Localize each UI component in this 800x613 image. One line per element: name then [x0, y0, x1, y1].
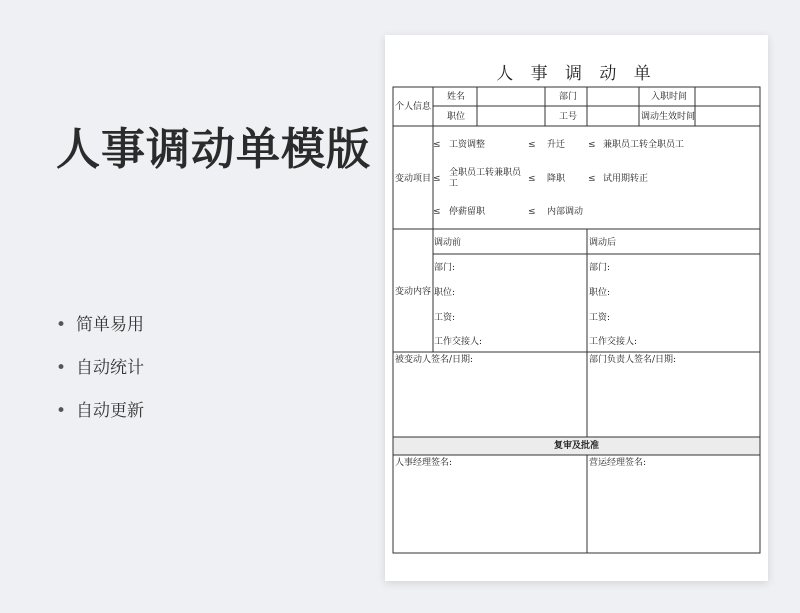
ops-manager-signature-label: 营运经理签名: [589, 458, 647, 468]
before-salary: 工资: [434, 313, 456, 323]
hr-manager-signature-area[interactable] [394, 471, 586, 552]
feature-item [56, 312, 144, 355]
employee-no-label: 工号 [559, 112, 578, 122]
change-content-section-label: 变动内容 [395, 287, 432, 297]
hire-date-value[interactable] [696, 88, 759, 105]
position-label: 职位 [447, 112, 466, 122]
checkbox-icon[interactable]: ≤ [588, 140, 596, 150]
after-salary: 工资: [589, 313, 611, 323]
before-dept: 部门: [434, 263, 456, 273]
feature-list [56, 312, 144, 441]
after-dept: 部门: [589, 263, 611, 273]
checkbox-icon[interactable]: ≤ [433, 140, 441, 150]
dept-label: 部门 [559, 92, 578, 102]
checkbox-icon[interactable]: ≤ [433, 207, 441, 217]
option-salary-adjust: 工资调整 [449, 140, 486, 150]
name-value[interactable] [478, 88, 544, 105]
option-unpaid-leave: 停薪留职 [449, 207, 486, 217]
bullet: • [56, 315, 67, 335]
option-probation-end: 试用期转正 [603, 174, 649, 184]
checkbox-icon[interactable]: ≤ [528, 207, 536, 217]
after-header: 调动后 [589, 238, 617, 248]
position-value[interactable] [478, 107, 544, 125]
option-promotion: 升迁 [547, 140, 566, 150]
form-paper [385, 35, 768, 581]
before-position: 职位: [434, 288, 456, 298]
form-title: 人 事 调 动 单 [496, 64, 657, 84]
checkbox-icon[interactable]: ≤ [588, 174, 596, 184]
effective-date-label: 调动生效时间 [641, 112, 696, 122]
before-handover: 工作交接人: [434, 337, 483, 347]
hr-manager-signature-label: 人事经理签名: [395, 458, 453, 468]
feature-label: 自动统计 [76, 358, 144, 378]
approval-section-label: 复审及批准 [553, 441, 599, 451]
option-internal-transfer: 内部调动 [547, 207, 584, 217]
after-position: 职位: [589, 288, 611, 298]
personal-section-label: 个人信息 [395, 102, 432, 112]
dept-head-signature-label: 部门负责人签名/日期: [589, 355, 677, 365]
bullet: • [56, 401, 67, 421]
name-label: 姓名 [447, 92, 466, 102]
bullet: • [56, 358, 67, 378]
option-part-to-full: 兼职员工转全职员工 [603, 140, 685, 150]
checkbox-icon[interactable]: ≤ [528, 174, 536, 184]
after-handover: 工作交接人: [589, 337, 638, 347]
promo-title: 人事调动单模版 [56, 124, 371, 175]
employee-signature-area[interactable] [394, 368, 586, 436]
feature-item [56, 355, 144, 398]
dept-value[interactable] [588, 88, 638, 105]
employee-no-value[interactable] [588, 107, 638, 125]
ops-manager-signature-area[interactable] [588, 471, 759, 552]
hire-date-label: 入职时间 [651, 92, 688, 102]
option-demotion: 降职 [547, 174, 566, 184]
feature-label: 简单易用 [76, 315, 144, 335]
employee-signature-label: 被变动人签名/日期: [395, 355, 474, 365]
dept-head-signature-area[interactable] [588, 368, 759, 436]
feature-item [56, 398, 144, 441]
effective-date-value[interactable] [696, 107, 759, 125]
feature-label: 自动更新 [76, 401, 144, 421]
before-header: 调动前 [434, 238, 462, 248]
option-full-to-part: 全职员工转兼职员工 [449, 168, 522, 189]
checkbox-icon[interactable]: ≤ [528, 140, 536, 150]
change-items-section-label: 变动项目 [395, 174, 432, 184]
checkbox-icon[interactable]: ≤ [433, 174, 441, 184]
